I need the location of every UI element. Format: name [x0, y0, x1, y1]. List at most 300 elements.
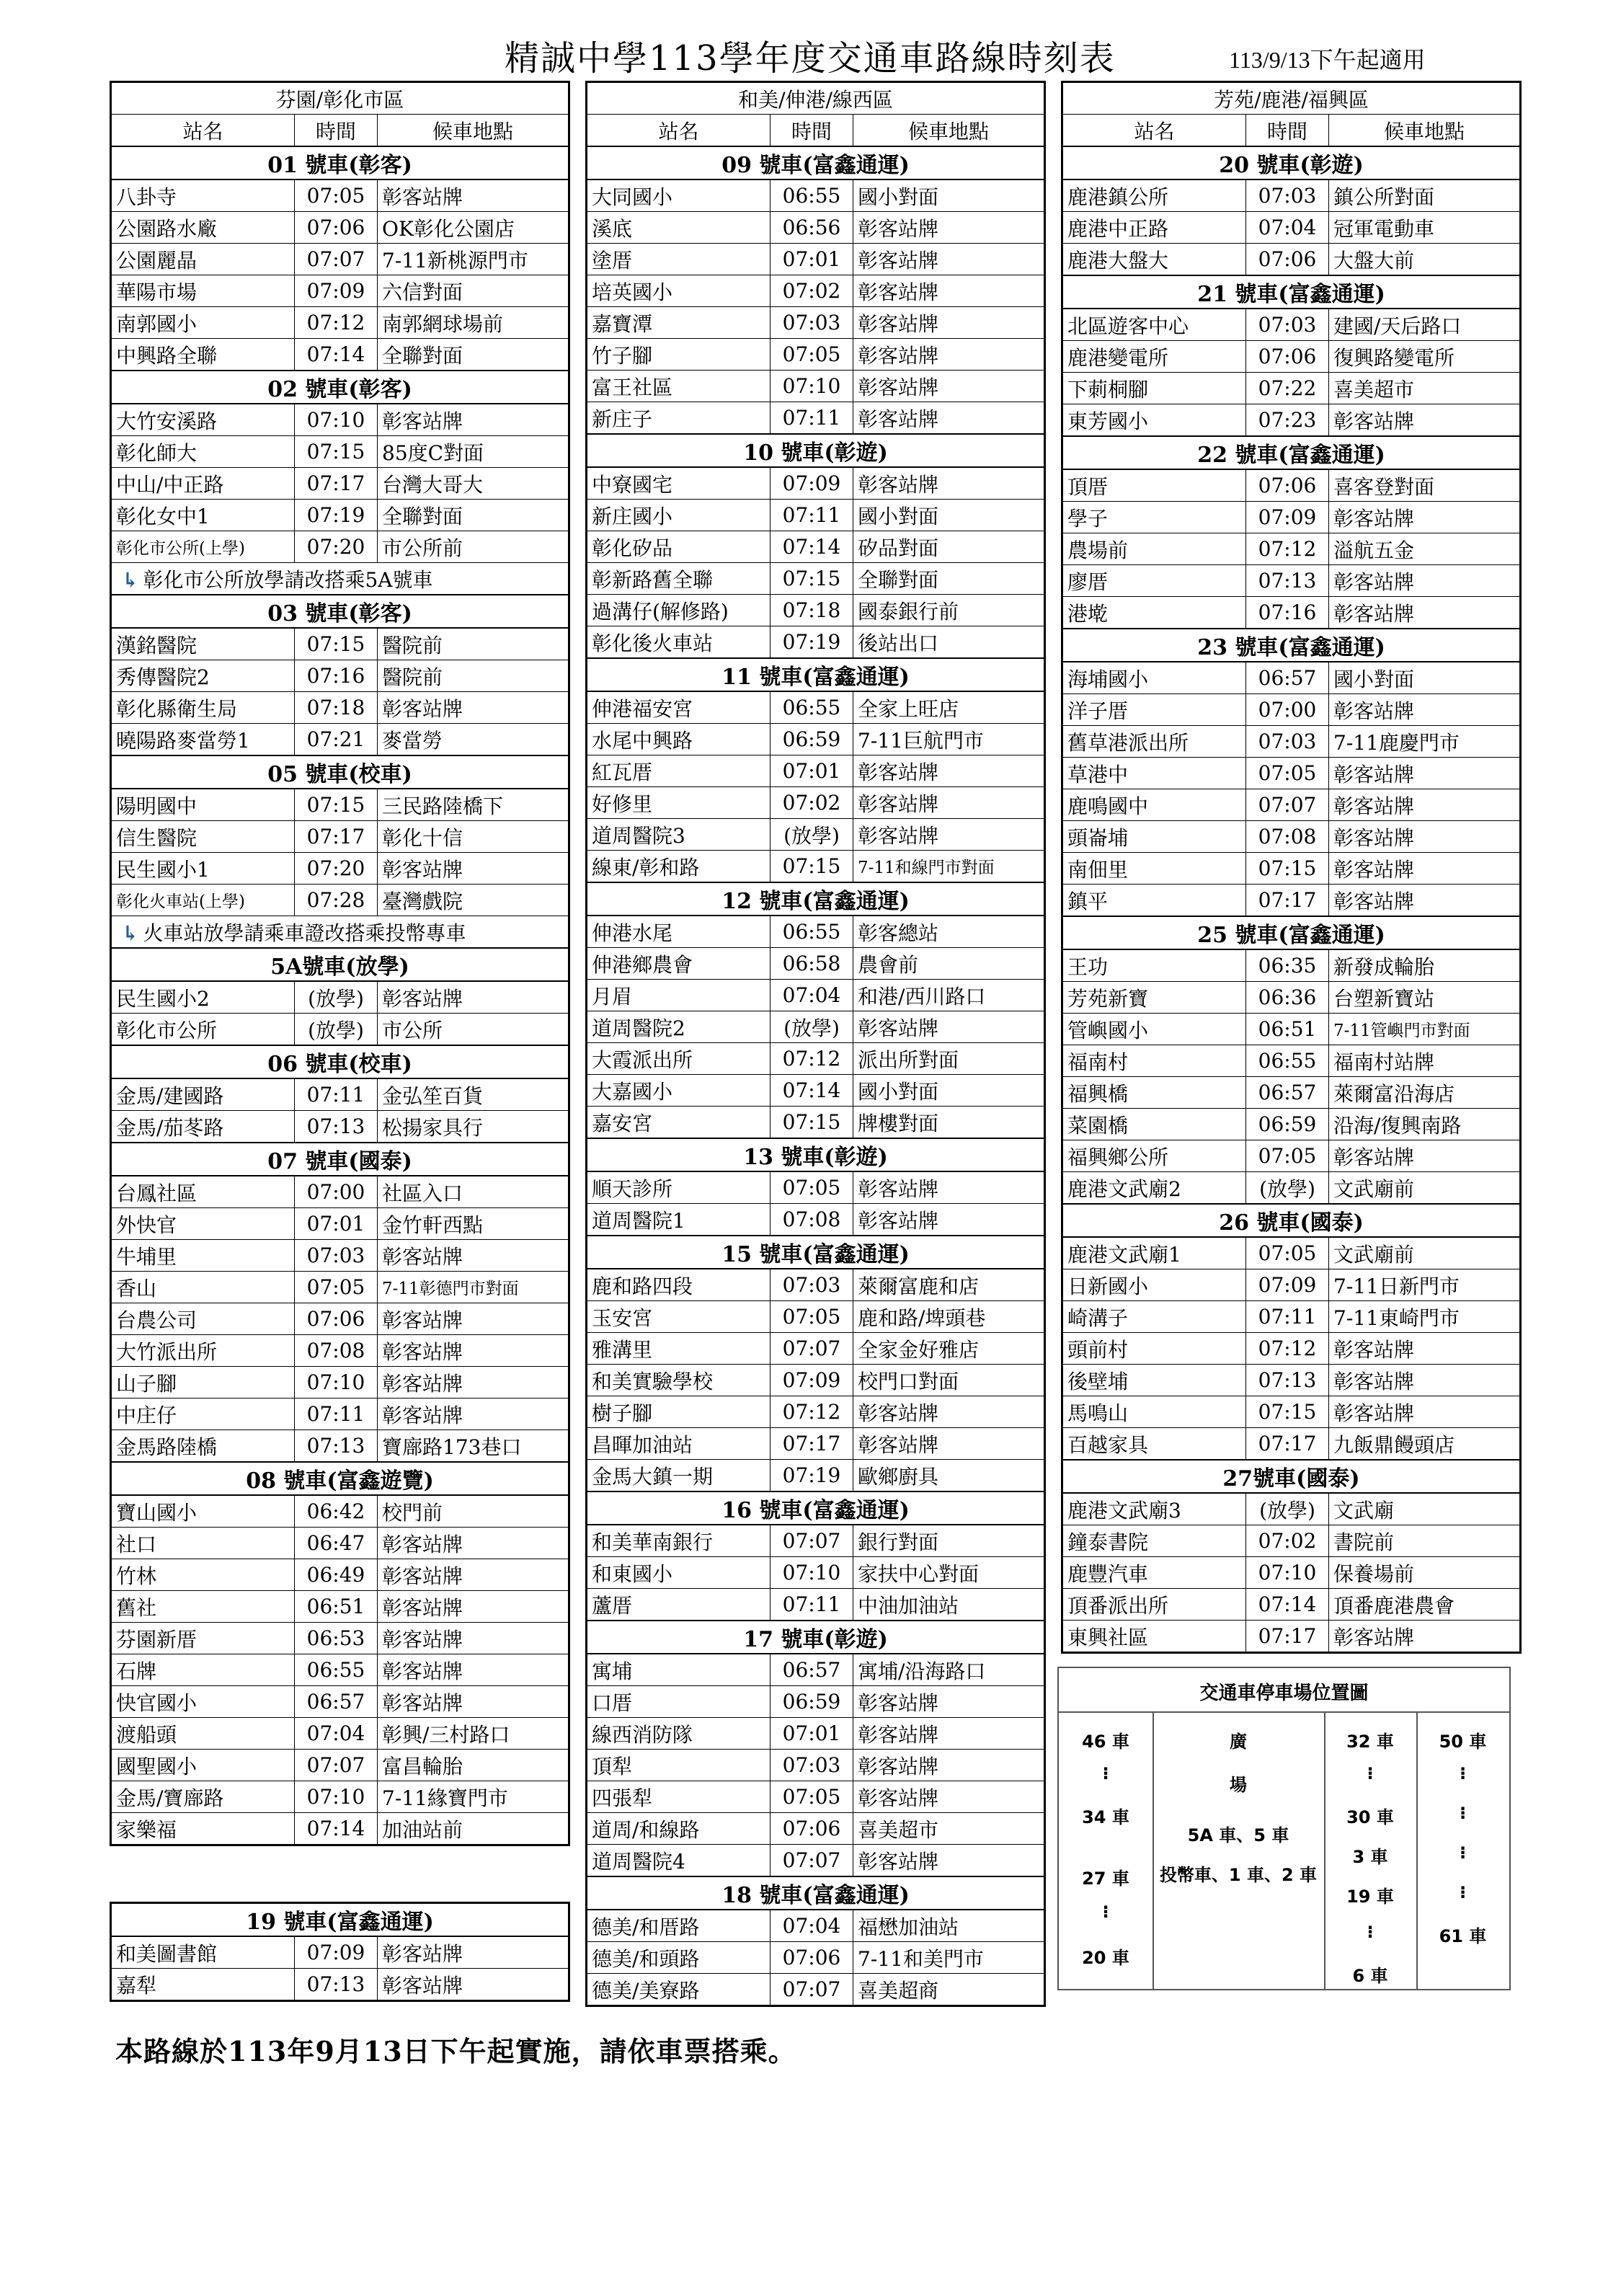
bus-header: 09 號車(富鑫通運): [587, 146, 1045, 179]
table-row: [111, 821, 569, 853]
departure-time: 07:03: [1246, 309, 1329, 341]
pickup-location: 三民路陸橋下: [378, 789, 569, 821]
parking-label: 場: [1230, 1775, 1247, 1795]
departure-time: 07:09: [295, 275, 378, 307]
departure-time: 07:12: [1246, 533, 1329, 565]
location-header: 候車地點: [1329, 115, 1521, 147]
departure-time: 07:22: [1246, 373, 1329, 404]
departure-time: (放學): [295, 1014, 378, 1046]
departure-time: (放學): [1246, 1172, 1329, 1205]
parking-label: 27 車: [1082, 1869, 1129, 1889]
departure-time: (放學): [770, 819, 853, 851]
header-row: [587, 115, 1045, 147]
page-title: 精誠中學113學年度交通車路線時刻表: [505, 38, 1116, 79]
table-row: [587, 1589, 1045, 1621]
station-name: 彰化市公所(上學): [111, 531, 295, 563]
table-row: [1062, 982, 1521, 1014]
pickup-location: 彰客站牌: [378, 692, 569, 724]
table-row: [1062, 1077, 1521, 1109]
station-name: 頂厝: [1062, 469, 1246, 502]
station-name: 中興路全聯: [111, 339, 295, 371]
pickup-location: 彰客站牌: [853, 755, 1045, 787]
pickup-location: 彰客站牌: [378, 1591, 569, 1623]
station-name: 嘉安宮: [587, 1107, 770, 1139]
bus-header: 03 號車(彰客): [111, 595, 569, 628]
table-row: [1062, 694, 1521, 726]
pickup-location: 喜美超市: [1329, 373, 1521, 404]
table-row: [1062, 341, 1521, 373]
table-row: [111, 1718, 569, 1750]
table-row: [587, 212, 1045, 244]
pickup-location: 全聯對面: [853, 563, 1045, 595]
station-name: 芬園新厝: [111, 1623, 295, 1654]
departure-time: 07:15: [295, 436, 378, 468]
pickup-location: 7-11日新門市: [1329, 1269, 1521, 1301]
station-name: 華陽市場: [111, 275, 295, 307]
station-name: 台鳳社區: [111, 1176, 295, 1208]
table-row: [587, 1557, 1045, 1589]
pickup-location: 彰客站牌: [378, 1969, 569, 2001]
departure-time: 07:06: [1246, 469, 1329, 502]
station-header: 站名: [111, 115, 295, 147]
table-row: [587, 1910, 1045, 1942]
pickup-location: 彰興/三村路口: [378, 1718, 569, 1750]
station-name: 四張犁: [587, 1781, 770, 1813]
departure-time: 07:12: [295, 307, 378, 339]
pickup-location: 彰客站牌: [1329, 789, 1521, 821]
pickup-location: 彰客站牌: [378, 1335, 569, 1367]
table-row: [1062, 1493, 1521, 1525]
table-row: [111, 1111, 569, 1143]
station-name: 道周醫院2: [587, 1011, 770, 1043]
time-header: 時間: [770, 115, 853, 147]
schedule-table: [110, 1902, 570, 2002]
parking-label: 20 車: [1082, 1948, 1129, 1968]
parking-label: ⁝: [1102, 1763, 1109, 1783]
bus-header: 06 號車(校車): [111, 1045, 569, 1078]
departure-time: 07:17: [295, 468, 378, 500]
station-name: 和美華南銀行: [587, 1525, 770, 1557]
bus-header-row: [111, 948, 569, 981]
pickup-location: 7-11和線門市對面: [853, 851, 1045, 883]
table-row: [111, 1272, 569, 1303]
departure-time: 07:02: [770, 275, 853, 307]
departure-time: 07:05: [770, 1781, 853, 1813]
pickup-location: 麥當勞: [378, 724, 569, 756]
pickup-location: 國小對面: [853, 500, 1045, 531]
table-row: [587, 179, 1045, 212]
departure-time: 07:10: [295, 404, 378, 436]
bus-header-row: [111, 755, 569, 789]
table-row: [111, 1528, 569, 1559]
departure-time: (放學): [295, 981, 378, 1014]
station-name: 金馬/寶廍路: [111, 1781, 295, 1813]
departure-time: 06:42: [295, 1495, 378, 1528]
pickup-location: 彰客站牌: [853, 1204, 1045, 1236]
table-row: [587, 1171, 1045, 1204]
station-name: 大霞派出所: [587, 1043, 770, 1075]
table-row: [111, 212, 569, 244]
table-row: [587, 755, 1045, 787]
station-name: 日新國小: [1062, 1269, 1246, 1301]
table-row: [587, 1942, 1045, 1974]
station-name: 秀傳醫院2: [111, 660, 295, 692]
table-row: [111, 1495, 569, 1528]
departure-time: 07:16: [295, 660, 378, 692]
station-name: 大同國小: [587, 179, 770, 212]
station-name: 彰化女中1: [111, 500, 295, 531]
pickup-location: 文武廟前: [1329, 1237, 1521, 1269]
departure-time: 07:05: [770, 339, 853, 371]
departure-time: 07:07: [770, 1525, 853, 1557]
location-header: 候車地點: [378, 115, 569, 147]
departure-time: 07:12: [1246, 1333, 1329, 1365]
parking-map-grid: [1059, 1711, 1509, 1989]
table-row: [111, 1686, 569, 1718]
pickup-location: 和港/西川路口: [853, 980, 1045, 1011]
region-title: 和美/伸港/線西區: [587, 82, 1045, 115]
departure-time: 07:17: [770, 1428, 853, 1460]
bus-header-row: [587, 1876, 1045, 1910]
parking-label: ⁝: [1459, 1882, 1467, 1902]
bus-header: 23 號車(富鑫通運): [1062, 629, 1521, 662]
table-row: [587, 1011, 1045, 1043]
station-name: 道周/和線路: [587, 1813, 770, 1845]
table-row: [587, 1075, 1045, 1107]
table-row: [1062, 1301, 1521, 1333]
note-row: [111, 563, 569, 595]
departure-time: 07:11: [770, 402, 853, 435]
pickup-location: 85度C對面: [378, 436, 569, 468]
table-row: [111, 1591, 569, 1623]
pickup-location: 彰客站牌: [1329, 565, 1521, 597]
station-name: 芳苑新寶: [1062, 982, 1246, 1014]
pickup-location: 福南村站牌: [1329, 1045, 1521, 1077]
station-name: 鹿港中正路: [1062, 212, 1246, 244]
station-name: 鐘泰書院: [1062, 1525, 1246, 1557]
bus-header-row: [1062, 436, 1521, 469]
table-row: [1062, 1333, 1521, 1365]
departure-time: 07:05: [295, 1272, 378, 1303]
parking-label: 61 車: [1439, 1926, 1487, 1946]
table-row: [587, 563, 1045, 595]
departure-time: 07:05: [770, 1301, 853, 1333]
departure-time: 07:20: [295, 531, 378, 563]
pickup-location: 國小對面: [853, 179, 1045, 212]
table-row: [587, 1974, 1045, 2006]
parking-label: 46 車: [1082, 1732, 1129, 1752]
departure-time: 07:01: [770, 1718, 853, 1750]
departure-time: 07:00: [295, 1176, 378, 1208]
schedule-table: [1061, 81, 1522, 1654]
pickup-location: 7-11和美門市: [853, 1942, 1045, 1974]
pickup-location: 彰客總站: [853, 916, 1045, 948]
pickup-location: 復興路變電所: [1329, 341, 1521, 373]
station-name: 蘆厝: [587, 1589, 770, 1621]
station-name: 民生國小2: [111, 981, 295, 1014]
station-name: 王功: [1062, 949, 1246, 982]
station-name: 彰化火車站(上學): [111, 885, 295, 916]
parking-col-3: [1324, 1713, 1418, 1989]
station-name: 學子: [1062, 502, 1246, 533]
departure-time: 07:05: [1246, 758, 1329, 789]
schedule-table: [110, 81, 570, 1846]
table-row: [587, 1845, 1045, 1877]
station-name: 八卦寺: [111, 179, 295, 212]
pickup-location: 彰客站牌: [1329, 1333, 1521, 1365]
departure-time: 06:59: [770, 724, 853, 755]
departure-time: 06:57: [295, 1686, 378, 1718]
pickup-location: 市公所: [378, 1014, 569, 1046]
pickup-location: 7-11緣寶門市: [378, 1781, 569, 1813]
pickup-location: 九飯鼎饅頭店: [1329, 1428, 1521, 1461]
parking-col-1: [1059, 1713, 1154, 1989]
pickup-location: 大盤大前: [1329, 244, 1521, 276]
table-row: [1062, 821, 1521, 853]
table-row: [587, 851, 1045, 883]
table-row: [111, 1781, 569, 1813]
station-name: 伸港水尾: [587, 916, 770, 948]
station-name: 北區遊客中心: [1062, 309, 1246, 341]
pickup-location: 臺灣戲院: [378, 885, 569, 916]
bus-header-row: [111, 1143, 569, 1176]
table-row: [111, 179, 569, 212]
bus-header: 07 號車(國泰): [111, 1143, 569, 1176]
parking-label: 50 車: [1439, 1732, 1487, 1752]
pickup-location: 市公所前: [378, 531, 569, 563]
departure-time: 07:02: [1246, 1525, 1329, 1557]
departure-time: 07:12: [770, 1396, 853, 1428]
table-row: [587, 1333, 1045, 1365]
station-name: 德美/和頭路: [587, 1942, 770, 1974]
station-name: 香山: [111, 1272, 295, 1303]
footer-note: 本路線於113年9月13日下午起實施，請依車票搭乘。: [115, 2035, 796, 2067]
bus-header: 18 號車(富鑫通運): [587, 1876, 1045, 1910]
bus-header-row: [587, 146, 1045, 179]
region-row: [111, 82, 569, 115]
pickup-location: 彰客站牌: [378, 981, 569, 1014]
table-row: [1062, 1589, 1521, 1621]
table-row: [111, 436, 569, 468]
table-row: [111, 1623, 569, 1654]
table-row: [1062, 244, 1521, 276]
schedule-column-hemei: [585, 81, 1044, 2007]
table-row: [111, 1208, 569, 1240]
departure-time: 07:02: [770, 787, 853, 819]
pickup-location: 7-11管嶼門市對面: [1329, 1014, 1521, 1045]
effective-date: 113/9/13下午起適用: [1229, 47, 1426, 73]
departure-time: 07:28: [295, 885, 378, 916]
table-row: [587, 1525, 1045, 1557]
departure-time: 07:13: [1246, 1365, 1329, 1396]
table-row: [111, 1399, 569, 1430]
departure-time: 06:55: [770, 916, 853, 948]
pickup-location: 冠軍電動車: [1329, 212, 1521, 244]
departure-time: 07:06: [295, 212, 378, 244]
pickup-location: 全家金好雅店: [853, 1333, 1045, 1365]
pickup-location: 彰客站牌: [1329, 404, 1521, 437]
departure-time: 07:11: [295, 1399, 378, 1430]
table-row: [1062, 1269, 1521, 1301]
station-name: 下莿桐腳: [1062, 373, 1246, 404]
table-row: [111, 1750, 569, 1781]
pickup-location: 彰客站牌: [853, 307, 1045, 339]
departure-time: 07:06: [295, 1303, 378, 1335]
departure-time: 07:04: [1246, 212, 1329, 244]
departure-time: 07:21: [295, 724, 378, 756]
station-header: 站名: [1062, 115, 1246, 147]
pickup-location: 7-11巨航門市: [853, 724, 1045, 755]
departure-time: 07:10: [770, 371, 853, 402]
transfer-note-text: 火車站放學請乘車證改搭乘投幣專車: [143, 921, 466, 945]
station-name: 寶山國小: [111, 1495, 295, 1528]
pickup-location: 彰客站牌: [853, 1428, 1045, 1460]
pickup-location: 彰客站牌: [1329, 885, 1521, 917]
table-row: [587, 1043, 1045, 1075]
station-name: 金馬/建國路: [111, 1078, 295, 1111]
station-name: 南郭國小: [111, 307, 295, 339]
station-name: 國聖國小: [111, 1750, 295, 1781]
parking-label: 投幣車、1 車、2 車: [1159, 1865, 1318, 1885]
table-row: [587, 1428, 1045, 1460]
table-row: [111, 275, 569, 307]
departure-time: 07:15: [295, 789, 378, 821]
table-row: [587, 1460, 1045, 1492]
departure-time: 07:15: [295, 628, 378, 660]
table-row: [111, 404, 569, 436]
departure-time: 07:20: [295, 853, 378, 885]
pickup-location: 彰客站牌: [853, 1686, 1045, 1718]
station-name: 線東/彰和路: [587, 851, 770, 883]
station-name: 後壁埔: [1062, 1365, 1246, 1396]
departure-time: 06:55: [770, 179, 853, 212]
departure-time: 07:15: [1246, 1396, 1329, 1428]
pickup-location: 矽品對面: [853, 531, 1045, 563]
departure-time: 07:12: [770, 1043, 853, 1075]
pickup-location: 彰客站牌: [853, 339, 1045, 371]
table-row: [111, 1335, 569, 1367]
station-name: 廖厝: [1062, 565, 1246, 597]
pickup-location: 彰客站牌: [378, 1623, 569, 1654]
table-row: [587, 1396, 1045, 1428]
table-row: [1062, 789, 1521, 821]
table-row: [587, 1718, 1045, 1750]
departure-time: 07:09: [1246, 1269, 1329, 1301]
station-name: 民生國小1: [111, 853, 295, 885]
departure-time: 07:01: [295, 1208, 378, 1240]
station-name: 中寮國宅: [587, 467, 770, 500]
bus-header-row: [587, 882, 1045, 916]
pickup-location: 彰客站牌: [378, 1240, 569, 1272]
departure-time: 07:14: [1246, 1589, 1329, 1621]
pickup-location: 萊爾富沿海店: [1329, 1077, 1521, 1109]
note-row: [111, 916, 569, 949]
bus-header: 11 號車(富鑫通運): [587, 658, 1045, 691]
table-row: [111, 1303, 569, 1335]
station-name: 德美/和厝路: [587, 1910, 770, 1942]
parking-label: 19 車: [1346, 1887, 1394, 1907]
pickup-location: 彰客站牌: [853, 244, 1045, 275]
bus-header: 13 號車(彰遊): [587, 1138, 1045, 1171]
departure-time: 07:03: [770, 1750, 853, 1781]
station-name: 彰化市公所: [111, 1014, 295, 1046]
pickup-location: 金竹軒西點: [378, 1208, 569, 1240]
bus-header-row: [587, 434, 1045, 467]
departure-time: 07:07: [770, 1974, 853, 2006]
parking-label: ⁝: [1367, 1922, 1374, 1942]
pickup-location: 彰客站牌: [853, 402, 1045, 435]
departure-time: 07:07: [295, 1750, 378, 1781]
departure-time: 06:59: [770, 1686, 853, 1718]
bus-header-row: [111, 146, 569, 179]
table-row: [1062, 1525, 1521, 1557]
pickup-location: 全聯對面: [378, 339, 569, 371]
pickup-location: OK彰化公園店: [378, 212, 569, 244]
bus-header: 20 號車(彰遊): [1062, 146, 1521, 179]
pickup-location: 國小對面: [1329, 662, 1521, 694]
table-row: [587, 1686, 1045, 1718]
table-row: [1062, 373, 1521, 404]
departure-time: 07:14: [770, 531, 853, 563]
station-name: 金馬/茄苳路: [111, 1111, 295, 1143]
departure-time: 07:04: [295, 1718, 378, 1750]
transfer-note-text: 彰化市公所放學請改搭乘5A號車: [143, 567, 433, 592]
pickup-location: 彰客站牌: [1329, 597, 1521, 629]
schedule-column-lukang: [1061, 81, 1519, 1654]
departure-time: 06:58: [770, 948, 853, 980]
parking-label: 廣: [1230, 1732, 1247, 1752]
table-row: [1062, 726, 1521, 758]
parking-label: ⁝: [1459, 1763, 1467, 1783]
bus-header-row: [1062, 1460, 1521, 1493]
station-name: 和美圖書館: [111, 1936, 295, 1969]
table-row: [111, 1240, 569, 1272]
pickup-location: 7-11鹿慶門市: [1329, 726, 1521, 758]
pickup-location: 彰客站牌: [378, 1399, 569, 1430]
station-name: 公園路水廠: [111, 212, 295, 244]
station-name: 快官國小: [111, 1686, 295, 1718]
pickup-location: 派出所對面: [853, 1043, 1045, 1075]
table-row: [1062, 949, 1521, 982]
table-row: [1062, 1140, 1521, 1172]
table-row: [1062, 1396, 1521, 1428]
station-name: 嘉犁: [111, 1969, 295, 2001]
station-name: 金馬路陸橋: [111, 1430, 295, 1463]
bus-header-row: [1062, 275, 1521, 309]
departure-time: 07:05: [1246, 1140, 1329, 1172]
pickup-location: 溢航五金: [1329, 533, 1521, 565]
table-row: [1062, 179, 1521, 212]
table-row: [1062, 1365, 1521, 1396]
pickup-location: 建國/天后路口: [1329, 309, 1521, 341]
table-row: [111, 1559, 569, 1591]
station-name: 陽明國中: [111, 789, 295, 821]
departure-time: 07:11: [770, 500, 853, 531]
departure-time: 06:53: [295, 1623, 378, 1654]
table-row: [1062, 1109, 1521, 1140]
pickup-location: 六信對面: [378, 275, 569, 307]
station-name: 洋子厝: [1062, 694, 1246, 726]
parking-col-square: [1153, 1713, 1325, 1989]
pickup-location: 萊爾富鹿和店: [853, 1269, 1045, 1301]
departure-time: 07:08: [295, 1335, 378, 1367]
table-row: [1062, 1621, 1521, 1653]
station-name: 山子腳: [111, 1367, 295, 1399]
departure-time: 07:17: [1246, 1621, 1329, 1653]
pickup-location: 保養場前: [1329, 1557, 1521, 1589]
station-name: 渡船頭: [111, 1718, 295, 1750]
pickup-location: 7-11彰德門市對面: [378, 1272, 569, 1303]
